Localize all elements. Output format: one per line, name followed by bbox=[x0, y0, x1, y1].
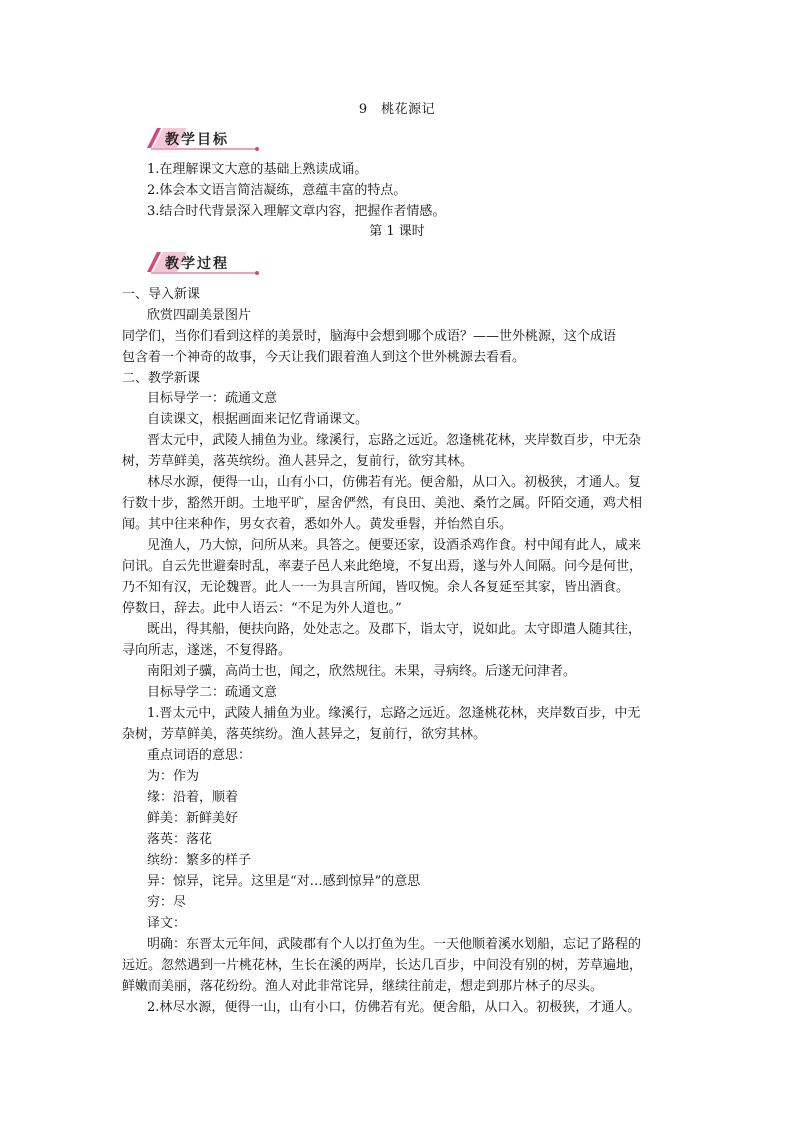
text-line: 晋太元中，武陵人捕鱼为业。缘溪行，忘路之远近。忽逢桃花林，夹岸数百步，中无杂 bbox=[147, 433, 642, 448]
text-line: 目标导学二：疏通文意 bbox=[147, 685, 278, 700]
process-heading bbox=[147, 250, 267, 276]
text-line: 杂树，芳草鲜美，落英缤纷。渔人甚异之，复前行，欲穷其林。 bbox=[122, 727, 487, 742]
goal-item: 1.在理解课文大意的基础上熟读成诵。 bbox=[147, 162, 368, 177]
goals-heading-label: 教学目标 bbox=[165, 132, 229, 148]
text-line: 异：惊异，诧异。这里是“对…感到惊异”的意思 bbox=[147, 874, 421, 889]
goal-item: 2.体会本文语言简洁凝练，意蕴丰富的特点。 bbox=[147, 183, 407, 198]
text-line: 自读课文，根据画面来记忆背诵课文。 bbox=[147, 412, 369, 427]
text-line: 寻向所志，遂迷，不复得路。 bbox=[122, 643, 292, 658]
text-line: 鲜美：新鲜美好 bbox=[147, 811, 239, 826]
text-line: 停数日，辞去。此中人语云：“不足为外人道也。” bbox=[122, 601, 402, 616]
text-line: 二、教学新课 bbox=[122, 371, 201, 386]
text-line: 落英：落花 bbox=[147, 832, 213, 847]
text-line: 南阳刘子骥，高尚士也，闻之，欣然规往。未果，寻病终。后遂无问津者。 bbox=[147, 664, 577, 679]
text-line: 一、导入新课 bbox=[122, 287, 201, 302]
text-line: 重点词语的意思： bbox=[147, 748, 252, 763]
text-line: 缘：沿着，顺着 bbox=[147, 790, 239, 805]
text-line: 译文： bbox=[147, 916, 187, 931]
page-title: 9 桃花源记 bbox=[358, 102, 436, 117]
text-line: 见渔人，乃大惊，问所从来。具答之。便要还家，设酒杀鸡作食。村中闻有此人，咸来 bbox=[147, 538, 642, 553]
text-line: 穷：尽 bbox=[147, 895, 187, 910]
text-line: 缤纷：繁多的样子 bbox=[147, 853, 252, 868]
text-line: 闻。其中往来种作，男女衣着，悉如外人。黄发垂髫，并怡然自乐。 bbox=[122, 517, 513, 532]
text-line: 鲜嫩而美丽，落花纷纷。渔人对此非常诧异，继续往前走，想走到那片林子的尽头。 bbox=[122, 979, 604, 994]
lesson-label: 第 1 课时 bbox=[369, 224, 425, 239]
text-line: 乃不知有汉，无论魏晋。此人一一为具言所闻，皆叹惋。余人各复延至其家，皆出酒食。 bbox=[122, 580, 630, 595]
text-line: 目标导学一：疏通文意 bbox=[147, 391, 278, 406]
text-line: 树，芳草鲜美，落英缤纷。渔人甚异之，复前行，欲穷其林。 bbox=[122, 454, 474, 469]
text-line: 既出，得其船，便扶向路，处处志之。及郡下，诣太守，说如此。太守即遣人随其往， bbox=[147, 622, 642, 637]
process-heading-label: 教学过程 bbox=[165, 256, 229, 272]
text-line: 欣赏四副美景图片 bbox=[147, 308, 252, 323]
text-line: 为：作为 bbox=[147, 769, 200, 784]
text-line: 问讯。自云先世避秦时乱，率妻子邑人来此绝境，不复出焉，遂与外人间隔。问今是何世， bbox=[122, 559, 643, 574]
text-line: 1.晋太元中，武陵人捕鱼为业。缘溪行，忘路之远近。忽逢桃花林，夹岸数百步，中无 bbox=[147, 706, 641, 721]
text-line: 同学们，当你们看到这样的美景时，脑海中会想到哪个成语？——世外桃源，这个成语 bbox=[122, 329, 617, 344]
text-line: 行数十步，豁然开朗。土地平旷，屋舍俨然，有良田、美池、桑竹之属。阡陌交通，鸡犬相 bbox=[122, 496, 643, 511]
text-line: 远近。忽然遇到一片桃花林，生长在溪的两岸，长达几百步，中间没有别的树，芳草遍地， bbox=[122, 958, 643, 973]
goal-item: 3.结合时代背景深入理解文章内容，把握作者情感。 bbox=[147, 204, 446, 219]
text-line: 2.林尽水源，便得一山，山有小口，仿佛若有光。便舍船，从口入。初极狭，才通人。 bbox=[147, 1000, 641, 1015]
goals-heading bbox=[147, 126, 267, 152]
text-line: 包含着一个神奇的故事，今天让我们跟着渔人到这个世外桃源去看看。 bbox=[122, 350, 526, 365]
text-line: 林尽水源，便得一山，山有小口，仿佛若有光。便舍船，从口入。初极狭，才通人。复 bbox=[147, 475, 642, 490]
text-line: 明确：东晋太元年间，武陵郡有个人以打鱼为生。一天他顺着溪水划船，忘记了路程的 bbox=[147, 937, 642, 952]
